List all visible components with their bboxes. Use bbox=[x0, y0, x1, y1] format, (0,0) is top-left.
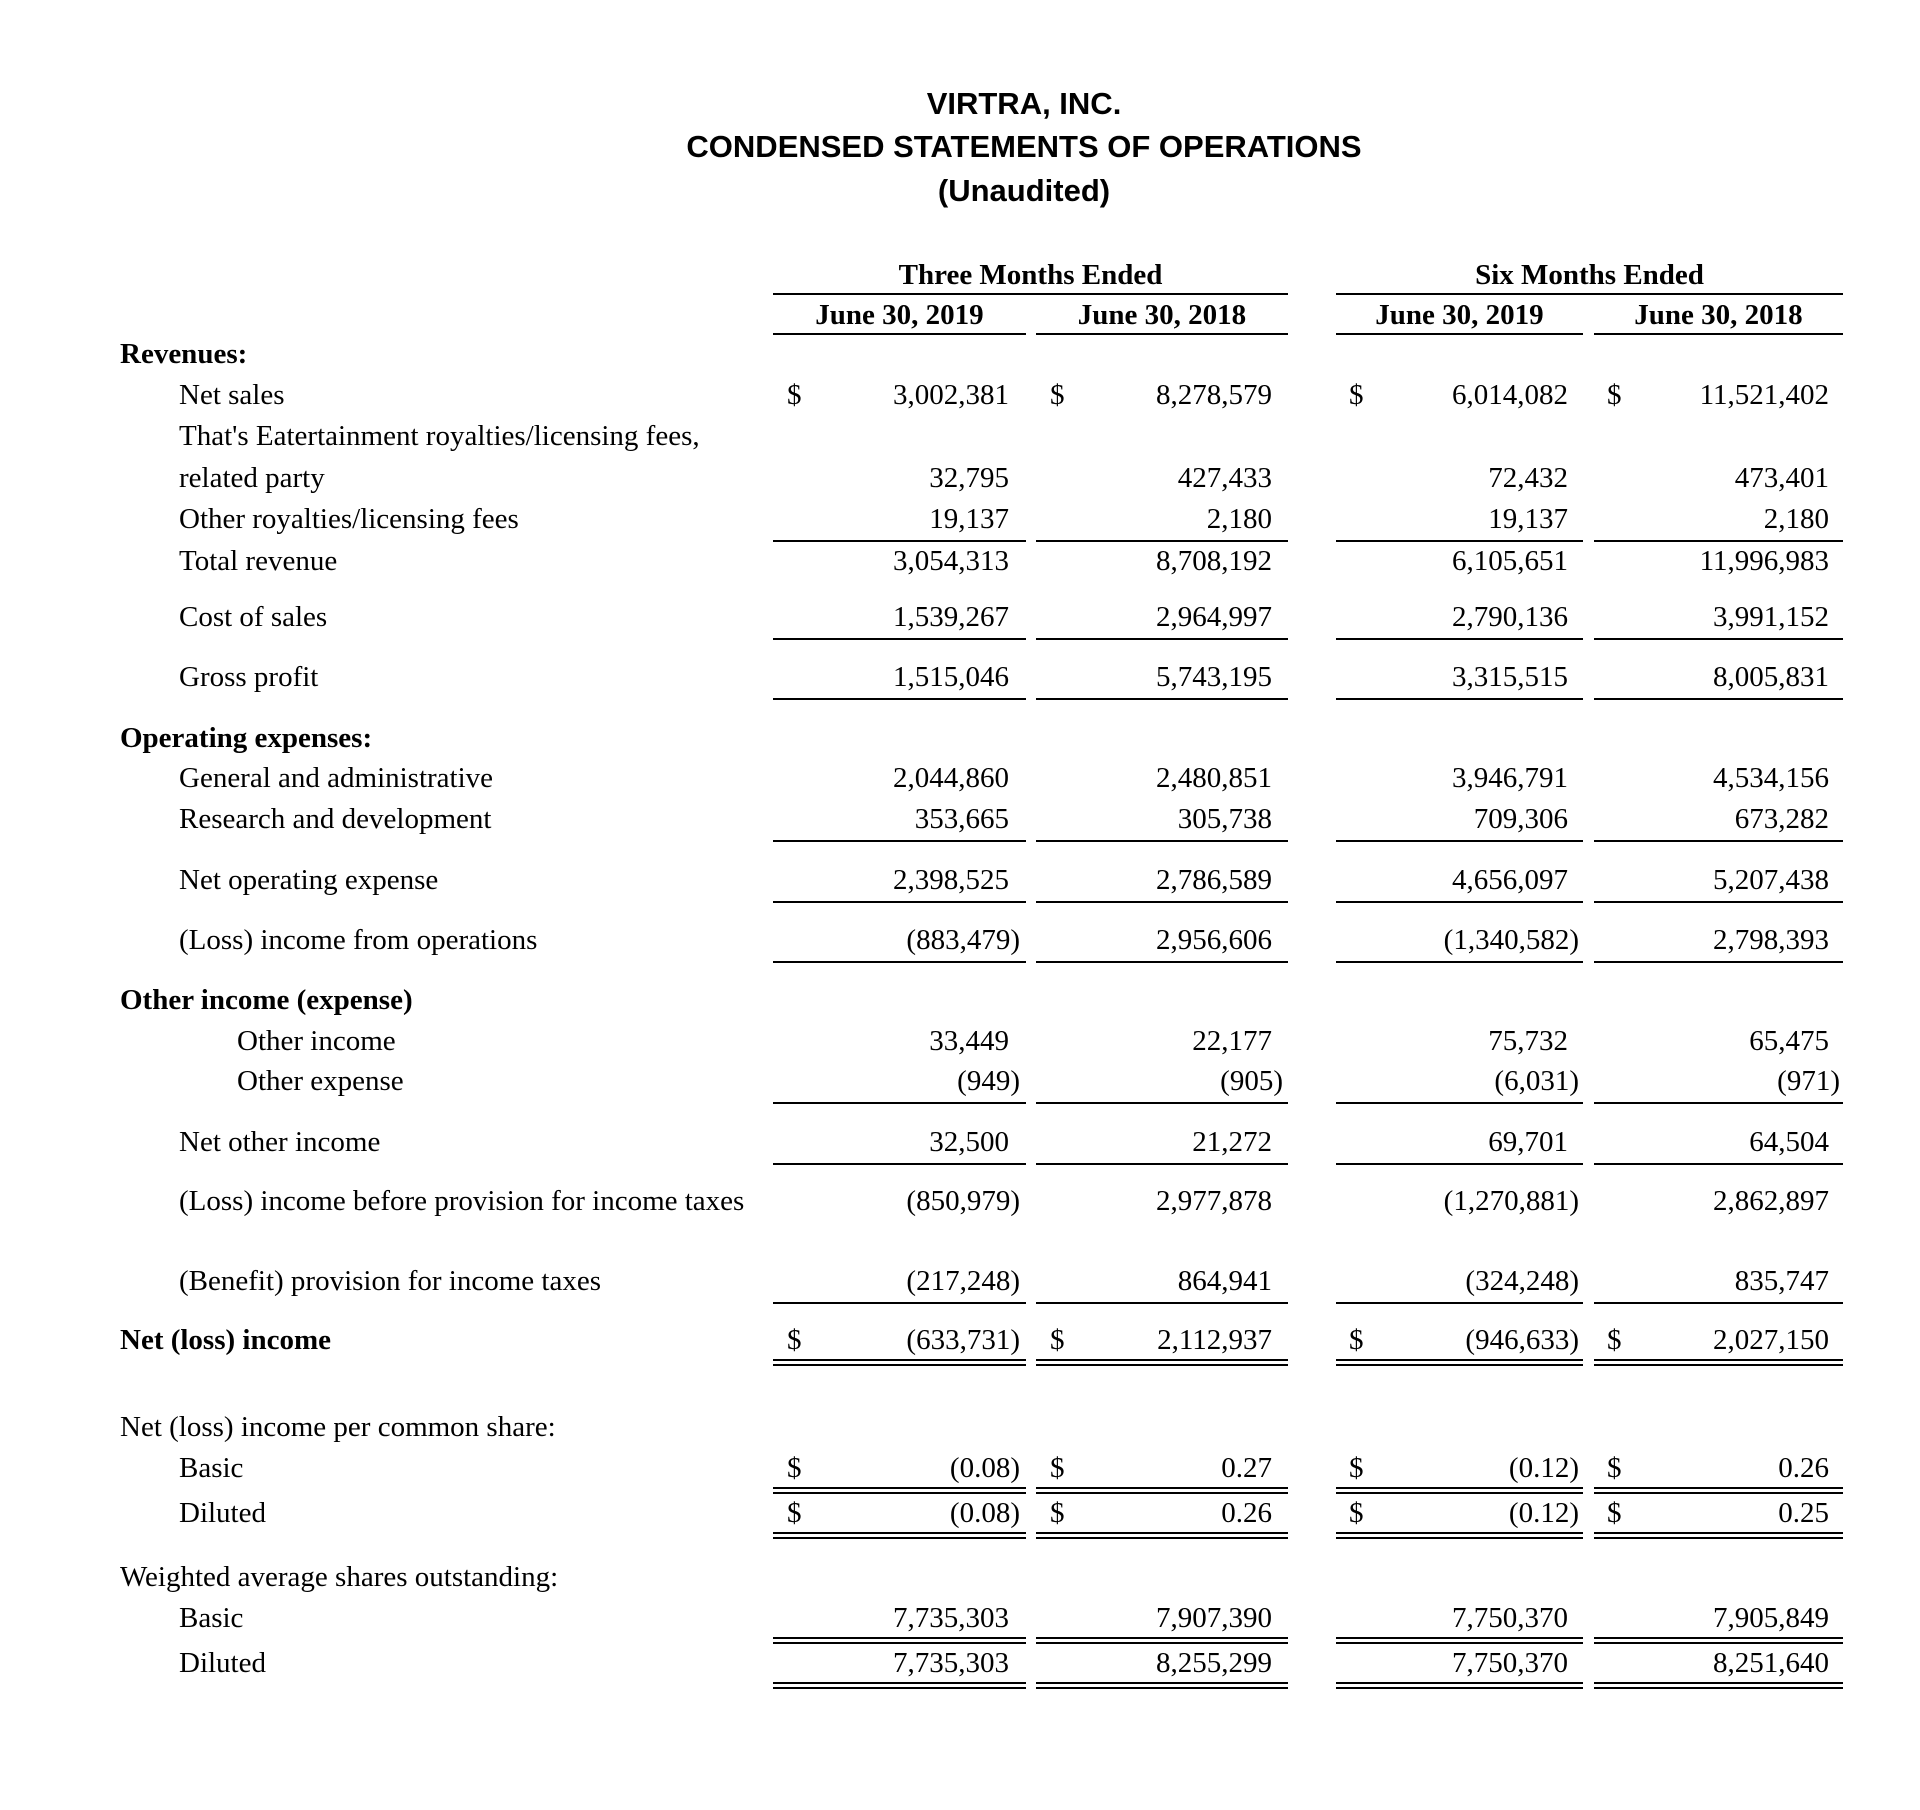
row-label: That's Eatertainment royalties/licensing fees, bbox=[179, 420, 700, 452]
value-cell: 21,272 bbox=[1192, 1126, 1272, 1158]
underline-rule bbox=[1594, 698, 1843, 700]
value-cell: 4,534,156 bbox=[1713, 762, 1829, 794]
double-underline-rule bbox=[1336, 1532, 1583, 1539]
underline-rule bbox=[1036, 961, 1288, 963]
company-name: VIRTRA, INC. bbox=[926, 86, 1122, 121]
column-header-rule bbox=[773, 333, 1026, 335]
value-cell: 7,735,303 bbox=[893, 1647, 1009, 1679]
row-label: Basic bbox=[179, 1452, 244, 1484]
row-label: (Loss) income from operations bbox=[179, 924, 538, 956]
underline-rule bbox=[1594, 901, 1843, 903]
underline-rule bbox=[1336, 1302, 1583, 1304]
row-label: Net (loss) income per common share: bbox=[120, 1411, 556, 1443]
value-cell: (949) bbox=[957, 1065, 1020, 1097]
value-cell: (850,979) bbox=[906, 1185, 1020, 1217]
double-underline-rule bbox=[773, 1359, 1026, 1366]
value-cell: 709,306 bbox=[1473, 803, 1568, 835]
column-group-rule bbox=[1336, 293, 1843, 295]
double-underline-rule bbox=[1594, 1359, 1843, 1366]
double-underline-rule bbox=[1336, 1359, 1583, 1366]
value-cell: 0.27 bbox=[1221, 1452, 1272, 1484]
underline-rule bbox=[1036, 1102, 1288, 1104]
value-cell: 8,255,299 bbox=[1156, 1647, 1272, 1679]
row-label: Other expense bbox=[237, 1065, 404, 1097]
row-label: Other royalties/licensing fees bbox=[179, 503, 519, 535]
underline-rule bbox=[1594, 961, 1843, 963]
value-cell: 864,941 bbox=[1177, 1265, 1272, 1297]
value-cell: (217,248) bbox=[906, 1265, 1020, 1297]
currency-symbol: $ bbox=[1607, 1452, 1622, 1484]
value-cell: 2,180 bbox=[1763, 503, 1829, 535]
value-cell: 2,977,878 bbox=[1156, 1185, 1272, 1217]
value-cell: 2,180 bbox=[1206, 503, 1272, 535]
column-group-header: Three Months Ended bbox=[898, 259, 1163, 291]
currency-symbol: $ bbox=[1607, 379, 1622, 411]
underline-rule bbox=[773, 638, 1026, 640]
underline-rule bbox=[1594, 540, 1843, 542]
underline-rule bbox=[773, 540, 1026, 542]
column-header: June 30, 2018 bbox=[1634, 299, 1803, 331]
underline-rule bbox=[1594, 1302, 1843, 1304]
underline-rule bbox=[1336, 1102, 1583, 1104]
value-cell: 7,905,849 bbox=[1713, 1602, 1829, 1634]
underline-rule bbox=[1594, 638, 1843, 640]
currency-symbol: $ bbox=[1607, 1324, 1622, 1356]
column-group-rule bbox=[773, 293, 1288, 295]
value-cell: 8,278,579 bbox=[1156, 379, 1272, 411]
value-cell: 3,946,791 bbox=[1452, 762, 1568, 794]
value-cell: 6,014,082 bbox=[1452, 379, 1568, 411]
underline-rule bbox=[1336, 698, 1583, 700]
underline-rule bbox=[1594, 840, 1843, 842]
value-cell: 2,798,393 bbox=[1713, 924, 1829, 956]
currency-symbol: $ bbox=[1050, 379, 1065, 411]
value-cell: 2,956,606 bbox=[1156, 924, 1272, 956]
value-cell: 2,790,136 bbox=[1452, 601, 1568, 633]
value-cell: (0.12) bbox=[1508, 1497, 1579, 1529]
statement-subtitle: (Unaudited) bbox=[937, 173, 1111, 208]
value-cell: 8,708,192 bbox=[1156, 545, 1272, 577]
double-underline-rule bbox=[1336, 1682, 1583, 1689]
underline-rule bbox=[773, 1102, 1026, 1104]
value-cell: (946,633) bbox=[1465, 1324, 1579, 1356]
value-cell: (324,248) bbox=[1465, 1265, 1579, 1297]
double-underline-rule bbox=[1594, 1487, 1843, 1494]
value-cell: 1,515,046 bbox=[893, 661, 1009, 693]
double-underline-rule bbox=[1036, 1532, 1288, 1539]
value-cell: (0.12) bbox=[1508, 1452, 1579, 1484]
value-cell: 7,735,303 bbox=[893, 1602, 1009, 1634]
value-cell: 5,207,438 bbox=[1713, 864, 1829, 896]
row-label: (Benefit) provision for income taxes bbox=[179, 1265, 601, 1297]
underline-rule bbox=[1336, 540, 1583, 542]
currency-symbol: $ bbox=[1349, 1497, 1364, 1529]
underline-rule bbox=[1036, 840, 1288, 842]
double-underline-rule bbox=[1036, 1359, 1288, 1366]
underline-rule bbox=[1336, 1163, 1583, 1165]
double-underline-rule bbox=[1036, 1637, 1288, 1644]
value-cell: 1,539,267 bbox=[893, 601, 1009, 633]
underline-rule bbox=[773, 840, 1026, 842]
currency-symbol: $ bbox=[787, 1497, 802, 1529]
underline-rule bbox=[773, 698, 1026, 700]
underline-rule bbox=[1336, 638, 1583, 640]
column-header: June 30, 2019 bbox=[815, 299, 984, 331]
value-cell: 2,398,525 bbox=[893, 864, 1009, 896]
value-cell: 8,251,640 bbox=[1713, 1647, 1829, 1679]
currency-symbol: $ bbox=[1050, 1497, 1065, 1529]
row-label: Cost of sales bbox=[179, 601, 328, 633]
row-label: Net sales bbox=[179, 379, 285, 411]
value-cell: 69,701 bbox=[1488, 1126, 1568, 1158]
row-label: Revenues: bbox=[120, 338, 248, 370]
underline-rule bbox=[1336, 840, 1583, 842]
row-label: Other income (expense) bbox=[120, 984, 413, 1016]
value-cell: 473,401 bbox=[1734, 462, 1829, 494]
value-cell: (0.08) bbox=[949, 1452, 1020, 1484]
value-cell: 2,964,997 bbox=[1156, 601, 1272, 633]
underline-rule bbox=[1036, 1163, 1288, 1165]
column-header-rule bbox=[1336, 333, 1583, 335]
underline-rule bbox=[773, 1302, 1026, 1304]
underline-rule bbox=[773, 961, 1026, 963]
double-underline-rule bbox=[1594, 1637, 1843, 1644]
row-label: General and administrative bbox=[179, 762, 494, 794]
underline-rule bbox=[1036, 1302, 1288, 1304]
value-cell: 64,504 bbox=[1749, 1126, 1829, 1158]
double-underline-rule bbox=[1594, 1532, 1843, 1539]
value-cell: 7,907,390 bbox=[1156, 1602, 1272, 1634]
column-header: June 30, 2019 bbox=[1375, 299, 1544, 331]
row-label: Gross profit bbox=[179, 661, 319, 693]
underline-rule bbox=[1036, 540, 1288, 542]
double-underline-rule bbox=[1594, 1682, 1843, 1689]
double-underline-rule bbox=[773, 1682, 1026, 1689]
row-label: Basic bbox=[179, 1602, 244, 1634]
value-cell: 427,433 bbox=[1177, 462, 1272, 494]
double-underline-rule bbox=[1036, 1682, 1288, 1689]
value-cell: 22,177 bbox=[1192, 1025, 1272, 1057]
underline-rule bbox=[773, 1163, 1026, 1165]
value-cell: 11,521,402 bbox=[1699, 379, 1829, 411]
value-cell: (633,731) bbox=[906, 1324, 1020, 1356]
value-cell: 3,002,381 bbox=[893, 379, 1009, 411]
value-cell: 5,743,195 bbox=[1156, 661, 1272, 693]
row-label: Research and development bbox=[179, 803, 492, 835]
value-cell: 353,665 bbox=[914, 803, 1009, 835]
value-cell: (905) bbox=[1220, 1065, 1283, 1097]
double-underline-rule bbox=[773, 1532, 1026, 1539]
currency-symbol: $ bbox=[787, 379, 802, 411]
currency-symbol: $ bbox=[1349, 379, 1364, 411]
value-cell: 673,282 bbox=[1734, 803, 1829, 835]
row-label: Net (loss) income bbox=[120, 1324, 332, 1356]
underline-rule bbox=[1594, 1163, 1843, 1165]
currency-symbol: $ bbox=[1349, 1452, 1364, 1484]
value-cell: (883,479) bbox=[906, 924, 1020, 956]
value-cell: 2,786,589 bbox=[1156, 864, 1272, 896]
statement-title: CONDENSED STATEMENTS OF OPERATIONS bbox=[686, 129, 1362, 164]
double-underline-rule bbox=[1336, 1487, 1583, 1494]
value-cell: 0.25 bbox=[1778, 1497, 1829, 1529]
value-cell: (6,031) bbox=[1494, 1065, 1579, 1097]
value-cell: 2,027,150 bbox=[1713, 1324, 1829, 1356]
row-label: Net other income bbox=[179, 1126, 381, 1158]
value-cell: 0.26 bbox=[1221, 1497, 1272, 1529]
value-cell: 2,044,860 bbox=[893, 762, 1009, 794]
underline-rule bbox=[1336, 961, 1583, 963]
row-label: related party bbox=[179, 462, 325, 494]
currency-symbol: $ bbox=[1050, 1324, 1065, 1356]
row-label: Diluted bbox=[179, 1497, 266, 1529]
value-cell: 19,137 bbox=[929, 503, 1009, 535]
value-cell: 32,500 bbox=[929, 1126, 1009, 1158]
value-cell: 72,432 bbox=[1488, 462, 1568, 494]
value-cell: 4,656,097 bbox=[1452, 864, 1568, 896]
value-cell: 2,862,897 bbox=[1713, 1185, 1829, 1217]
value-cell: 2,112,937 bbox=[1157, 1324, 1272, 1356]
double-underline-rule bbox=[1036, 1487, 1288, 1494]
value-cell: (971) bbox=[1777, 1065, 1840, 1097]
value-cell: 835,747 bbox=[1734, 1265, 1829, 1297]
value-cell: 33,449 bbox=[929, 1025, 1009, 1057]
underline-rule bbox=[1036, 901, 1288, 903]
underline-rule bbox=[773, 901, 1026, 903]
value-cell: 7,750,370 bbox=[1452, 1647, 1568, 1679]
column-header: June 30, 2018 bbox=[1077, 299, 1247, 331]
currency-symbol: $ bbox=[1050, 1452, 1065, 1484]
underline-rule bbox=[1336, 901, 1583, 903]
value-cell: 32,795 bbox=[929, 462, 1009, 494]
value-cell: 0.26 bbox=[1778, 1452, 1829, 1484]
value-cell: 2,480,851 bbox=[1156, 762, 1272, 794]
value-cell: 11,996,983 bbox=[1699, 545, 1829, 577]
value-cell: (0.08) bbox=[949, 1497, 1020, 1529]
value-cell: 3,991,152 bbox=[1713, 601, 1829, 633]
value-cell: 75,732 bbox=[1488, 1025, 1568, 1057]
currency-symbol: $ bbox=[1607, 1497, 1622, 1529]
row-label: Weighted average shares outstanding: bbox=[120, 1561, 559, 1593]
column-group-header: Six Months Ended bbox=[1475, 259, 1704, 291]
double-underline-rule bbox=[773, 1637, 1026, 1644]
double-underline-rule bbox=[773, 1487, 1026, 1494]
currency-symbol: $ bbox=[787, 1324, 802, 1356]
value-cell: 3,315,515 bbox=[1452, 661, 1568, 693]
value-cell: 6,105,651 bbox=[1452, 545, 1568, 577]
double-underline-rule bbox=[1336, 1637, 1583, 1644]
row-label: Net operating expense bbox=[179, 864, 439, 896]
value-cell: 65,475 bbox=[1749, 1025, 1829, 1057]
value-cell: 7,750,370 bbox=[1452, 1602, 1568, 1634]
value-cell: 8,005,831 bbox=[1713, 661, 1829, 693]
column-header-rule bbox=[1036, 333, 1288, 335]
row-label: (Loss) income before provision for income taxes bbox=[179, 1185, 745, 1217]
currency-symbol: $ bbox=[787, 1452, 802, 1484]
value-cell: 3,054,313 bbox=[893, 545, 1009, 577]
row-label: Diluted bbox=[179, 1647, 266, 1679]
currency-symbol: $ bbox=[1349, 1324, 1364, 1356]
row-label: Other income bbox=[237, 1025, 396, 1057]
value-cell: 19,137 bbox=[1488, 503, 1568, 535]
value-cell: (1,340,582) bbox=[1443, 924, 1579, 956]
row-label: Total revenue bbox=[179, 545, 338, 577]
underline-rule bbox=[1036, 638, 1288, 640]
value-cell: (1,270,881) bbox=[1443, 1185, 1579, 1217]
underline-rule bbox=[1594, 1102, 1843, 1104]
column-header-rule bbox=[1594, 333, 1843, 335]
value-cell: 305,738 bbox=[1177, 803, 1272, 835]
underline-rule bbox=[1036, 698, 1288, 700]
row-label: Operating expenses: bbox=[120, 722, 373, 754]
